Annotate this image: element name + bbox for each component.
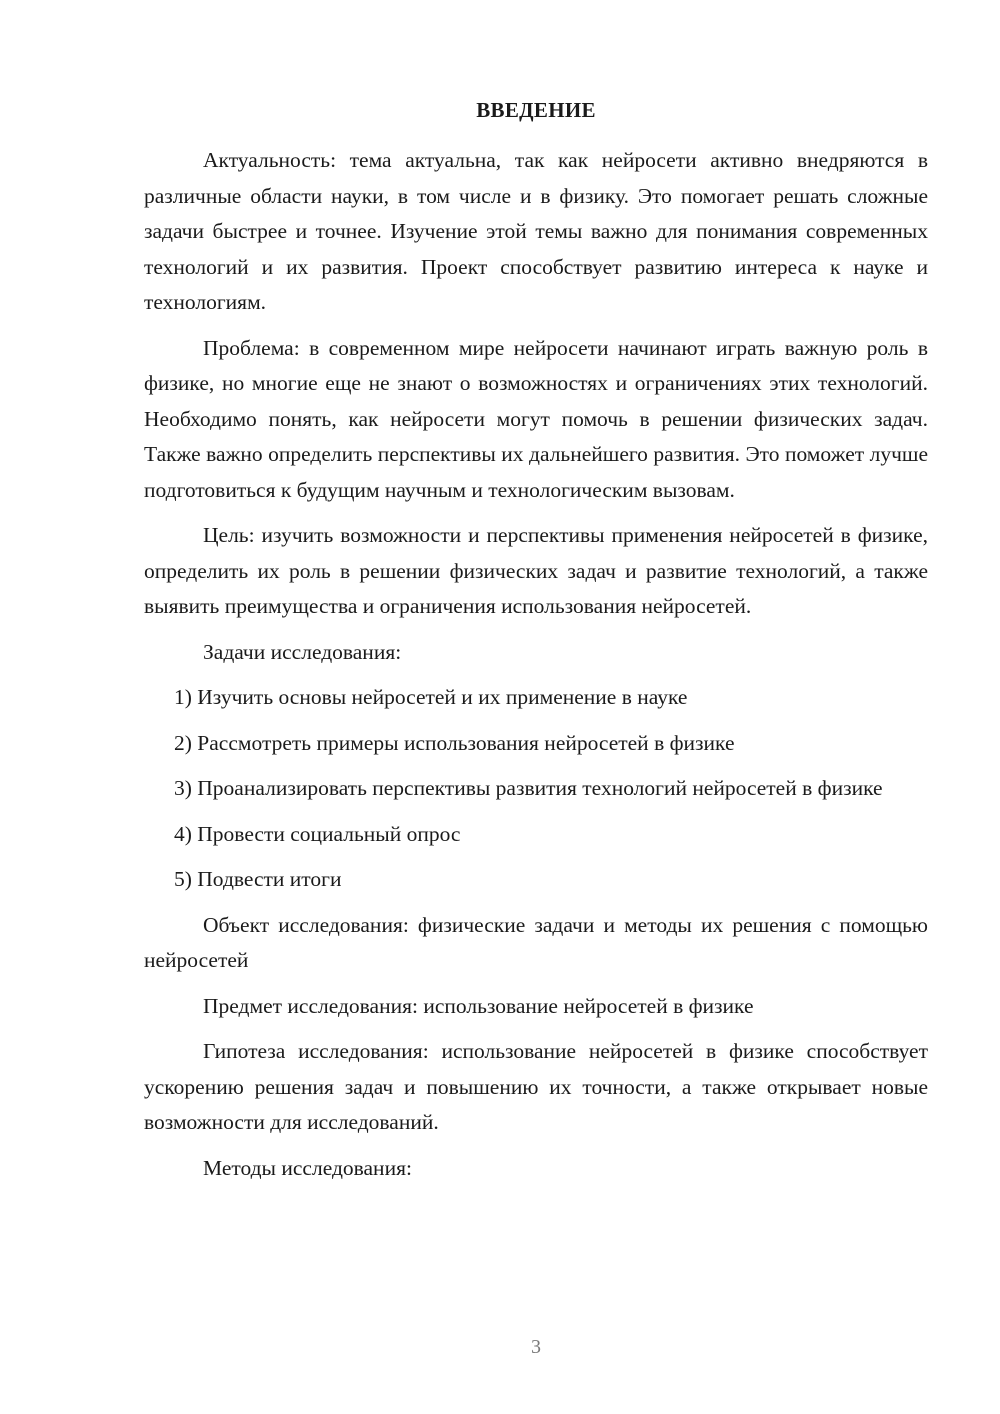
page-title: ВВЕДЕНИЕ xyxy=(476,98,596,122)
list-item-task-2: 2) Рассмотреть примеры использования нейросетей в физике xyxy=(174,730,735,755)
list-item-task-1: 1) Изучить основы нейросетей и их применение в науке xyxy=(174,685,688,709)
document-body xyxy=(144,143,928,1196)
paragraph-problem: Проблема: в современном мире нейросети начинают играть важную роль в физике, но многие еще не знают о возможностях и ограничениях этих технологий. Необходимо понять, как нейросети могут помочь в решении физических задач. Также важно определить перспективы их дальнейшего развития. Это поможет лучше подготовиться к будущим научным и технологическим вызовам. xyxy=(144,335,928,502)
paragraph-object: Объект исследования: физические задачи и методы их решения с помощью нейросетей xyxy=(144,912,928,972)
list-item-task-5: 5) Подвести итоги xyxy=(174,867,342,891)
paragraph-methods-title: Методы исследования: xyxy=(203,1155,412,1180)
paragraph-relevance: Актуальность: тема актуальна, так как нейросети активно внедряются в различные области науки, в том числе и в физику. Это помогает решать сложные задачи быстрее и точнее. Изучение этой темы важно для понимания современных технологий и их развития. Проект способствует развитию интереса к науке и технологиям. xyxy=(144,148,928,314)
paragraph-goal-main: Цель: изучить возможности и перспективы применения нейросетей в физике, определить их роль в решении физических задач и развитие технологий, а также выявить преимущества и ограничения использования нейросетей. xyxy=(144,523,928,618)
page-number: 3 xyxy=(531,1336,541,1358)
paragraph-hypothesis: Гипотеза исследования: использование нейросетей в физике способствует ускорению решения задач и повышению их точности, а также открывает новые возможности для исследований. xyxy=(144,1039,928,1134)
list-item-task-4: 4) Провести социальный опрос xyxy=(174,821,461,846)
paragraph-tasks-title: Задачи исследования: xyxy=(203,639,402,664)
paragraph-subject: Предмет исследования: использование нейросетей в физике xyxy=(203,993,754,1018)
list-item-task-3: 3) Проанализировать перспективы развития технологий нейросетей в физике xyxy=(174,776,883,800)
